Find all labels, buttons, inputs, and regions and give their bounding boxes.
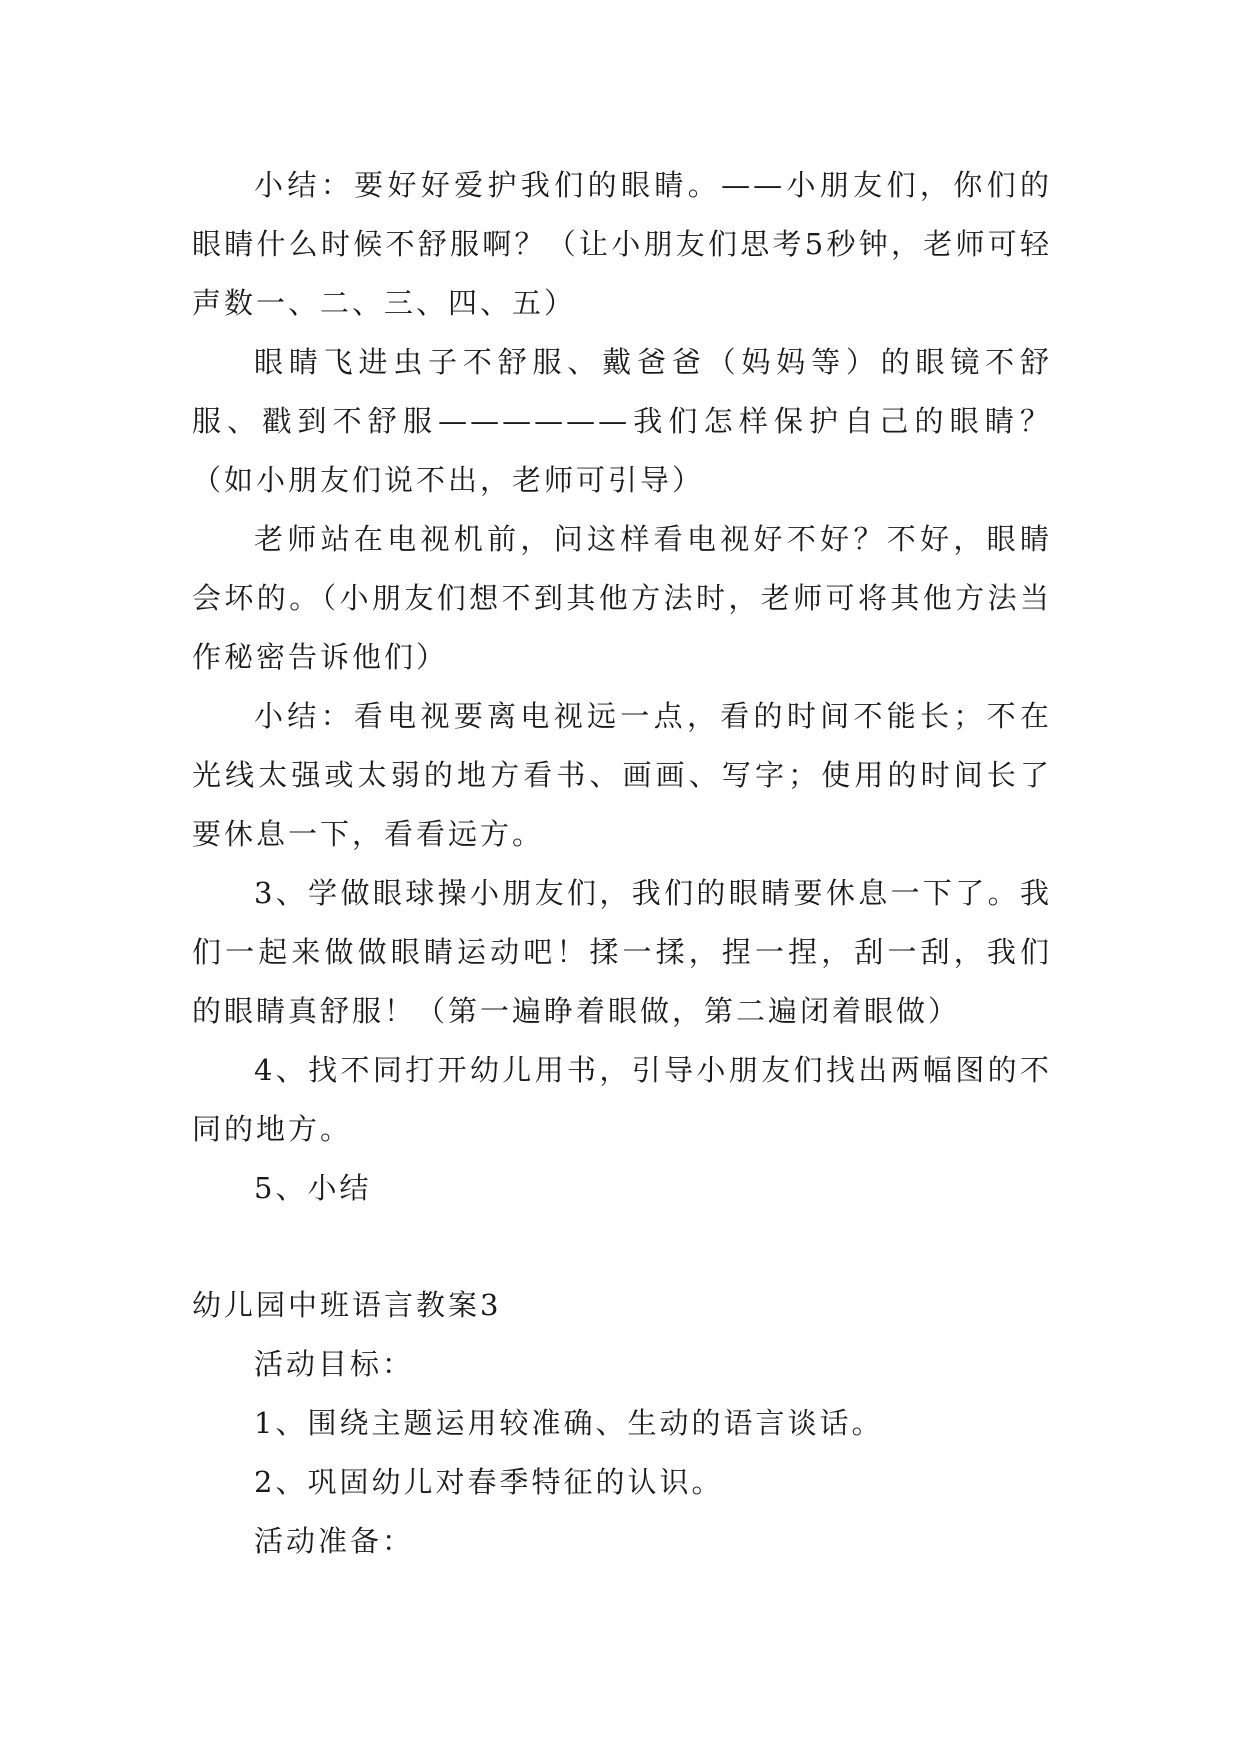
section-title: 幼儿园中班语言教案3 [192,1288,502,1322]
paragraph-summary-tv: 小结：看电视要离电视远一点，看的时间不能长；不在光线太强或太弱的地方看书、画画、写字；使用的时间长了要休息一下，看看远方。 [192,699,1052,851]
paragraph-activity-goals: 活动目标： [254,1347,415,1381]
paragraph-eye-discomfort: 眼睛飞进虫子不舒服、戴爸爸（妈妈等）的眼镜不舒服、戳到不舒服——————我们怎样保护自己的眼睛？（如小朋友们说不出，老师可引导） [192,345,1052,497]
paragraph-goal-1: 1、围绕主题运用较准确、生动的语言谈话。 [254,1406,884,1440]
paragraph-tv-watching: 老师站在电视机前，问这样看电视好不好？不好，眼睛会坏的。（小朋友们想不到其他方法时，老师可将其他方法当作秘密告诉他们） [192,522,1052,674]
section-spacer [192,1218,1052,1276]
document-body [192,156,1052,1571]
paragraph-eye-exercise: 3、学做眼球操小朋友们，我们的眼睛要休息一下了。我们一起来做做眼睛运动吧！揉一揉，捏一捏，刮一刮，我们的眼睛真舒服！（第一遍睁着眼做，第二遍闭着眼做） [192,876,1052,1028]
paragraph-find-difference: 4、找不同打开幼儿用书，引导小朋友们找出两幅图的不同的地方。 [192,1053,1052,1146]
paragraph-summary-5: 5、小结 [254,1171,372,1205]
paragraph-activity-prep: 活动准备： [254,1524,415,1558]
paragraph-summary-eyes: 小结：要好好爱护我们的眼睛。——小朋友们，你们的眼睛什么时候不舒服啊？（让小朋友们思考5秒钟，老师可轻声数一、二、三、四、五） [192,168,1052,320]
paragraph-goal-2: 2、巩固幼儿对春季特征的认识。 [254,1465,724,1499]
